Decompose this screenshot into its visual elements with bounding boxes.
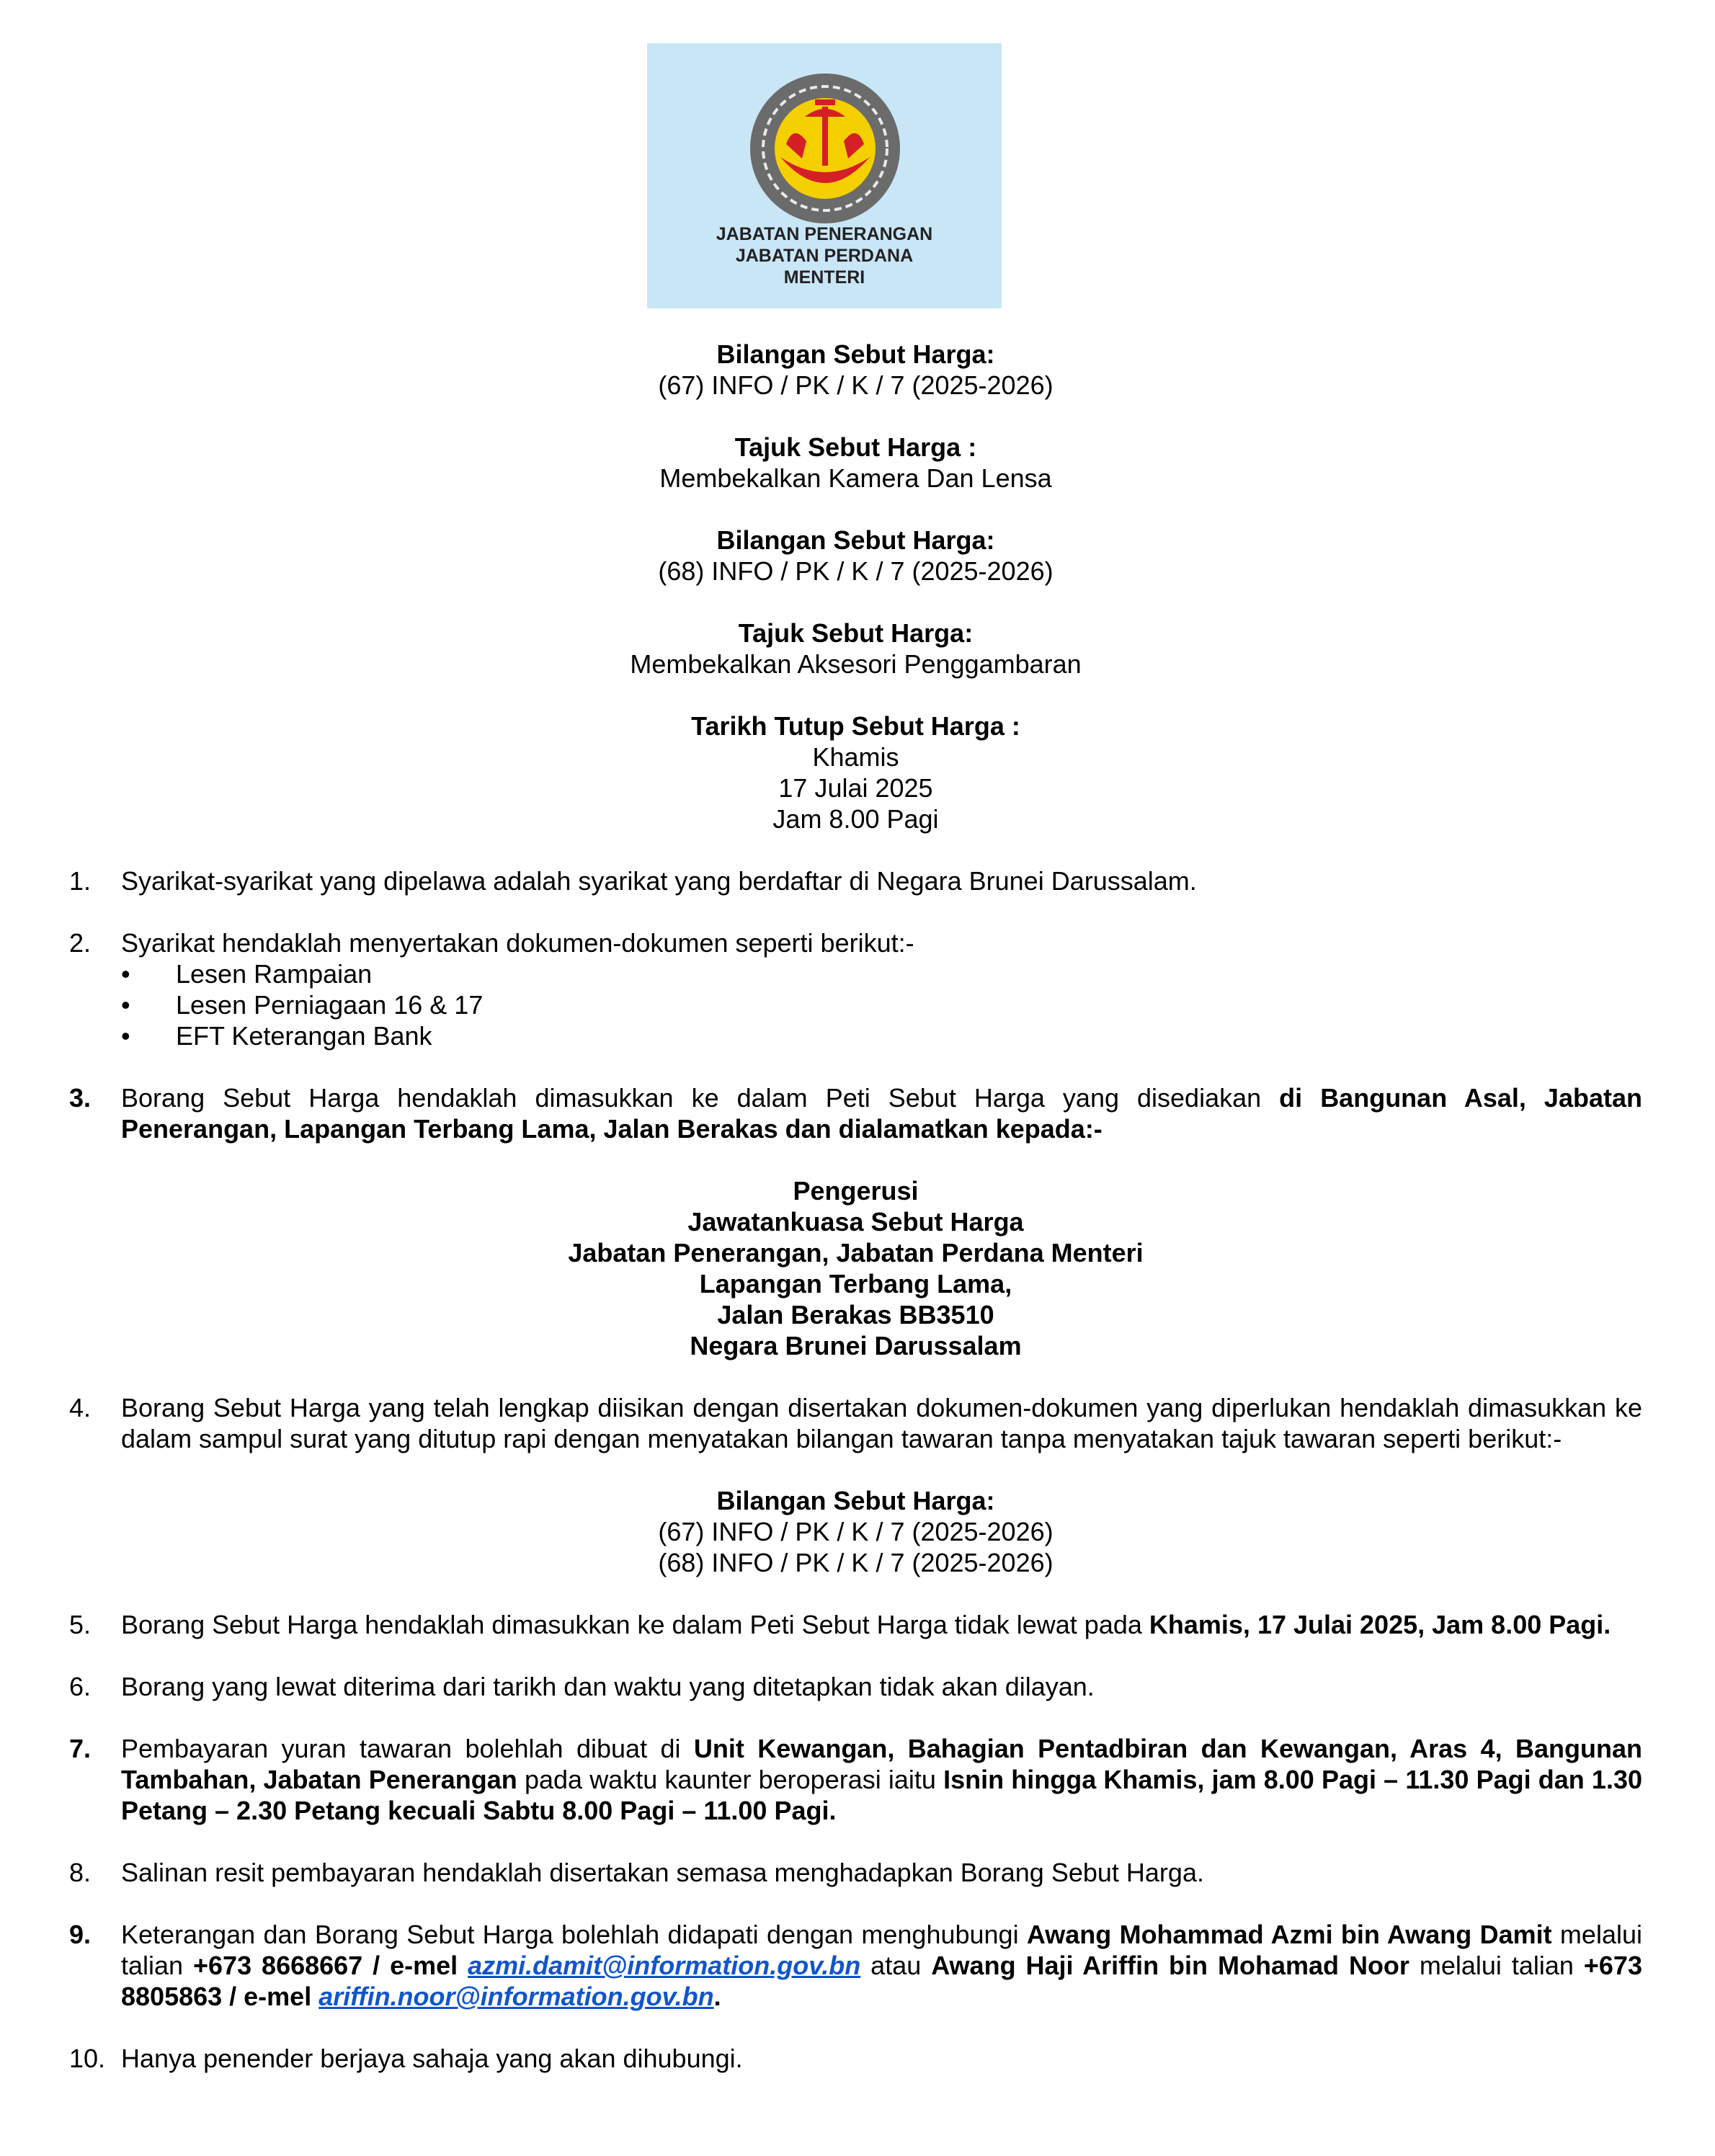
item-10 (69, 2043, 1642, 2074)
closing-date: 17 Julai 2025 (778, 773, 933, 803)
title2-value: Membekalkan Aksesori Penggambaran (630, 649, 1082, 679)
envelope-ref-1: (67) INFO / PK / K / 7 (2025-2026) (658, 1517, 1054, 1546)
item-3 (69, 1082, 1642, 1144)
item-text: Keterangan dan Borang Sebut Harga bolehlah didapati dengan menghubungi (121, 1920, 1027, 1949)
contact-name-1: Awang Mohammad Azmi bin Awang Damit (1026, 1920, 1552, 1949)
item-text: . (713, 1982, 721, 2011)
logo-line-2: JABATAN PERDANA (735, 246, 914, 266)
bullet-icon: • (121, 959, 130, 989)
contact-phone-1: +673 8668667 / e-mel (193, 1951, 468, 1980)
item-text: Hanya penender berjaya sahaja yang akan dihubungi. (121, 2044, 743, 2073)
email-link-2[interactable]: ariffin.noor@information.gov.bn (318, 1982, 714, 2011)
header-block (69, 339, 1642, 834)
item-text-bold: Isnin hingga Khamis, jam 8.00 Pagi – 11.30 Pagi dan 1.30 Petang – 2.30 Petang kecuali Sabtu 8.00 Pagi – 11.00 Pagi. (121, 1765, 1642, 1825)
ref1-value: (67) INFO / PK / K / 7 (2025-2026) (658, 370, 1054, 400)
item-text: Pembayaran yuran tawaran bolehlah dibuat di (121, 1734, 694, 1763)
item-number: 8. (69, 1858, 92, 1887)
item-number: 7. (69, 1734, 92, 1763)
item-number: 6. (69, 1672, 92, 1701)
document-body (69, 339, 1642, 2074)
item-1 (69, 865, 1642, 896)
item-2 (69, 927, 1642, 958)
address-line: Jalan Berakas BB3510 (717, 1300, 994, 1329)
envelope-ref-block (69, 1485, 1642, 1578)
address-block (69, 1175, 1642, 1361)
bullet-item (69, 1020, 1642, 1051)
item-text: atau (860, 1951, 932, 1980)
address-line: Jabatan Penerangan, Jabatan Perdana Menteri (568, 1238, 1144, 1268)
envelope-ref-2: (68) INFO / PK / K / 7 (2025-2026) (658, 1548, 1054, 1577)
item-number: 2. (69, 928, 92, 958)
bullet-item (69, 989, 1642, 1020)
email-link-1[interactable]: azmi.damit@information.gov.bn (468, 1951, 861, 1980)
contact-name-2: Awang Haji Ariffin bin Mohamad Noor (931, 1951, 1409, 1980)
item-number: 1. (69, 866, 92, 896)
logo-box (647, 43, 1002, 308)
item-7 (69, 1733, 1642, 1826)
ref2-value: (68) INFO / PK / K / 7 (2025-2026) (658, 556, 1054, 586)
item-text: Syarikat-syarikat yang dipelawa adalah syarikat yang berdaftar di Negara Brunei Darussalam. (121, 866, 1197, 896)
bullet-text: Lesen Perniagaan 16 & 17 (176, 990, 484, 1020)
item-8 (69, 1857, 1642, 1888)
bullet-text: EFT Keterangan Bank (176, 1021, 432, 1051)
item-6 (69, 1671, 1642, 1702)
ref2-label: Bilangan Sebut Harga: (716, 525, 995, 555)
item-text: Borang yang lewat diterima dari tarikh dan waktu yang ditetapkan tidak akan dilayan. (121, 1672, 1095, 1701)
title2-label: Tajuk Sebut Harga: (738, 618, 974, 648)
logo-line-3: MENTERI (783, 267, 865, 288)
item-text-bold: Unit Kewangan, Bahagian Pentadbiran dan Kewangan, Aras 4, Bangunan Tambahan, Jabatan Penerangan (121, 1734, 1642, 1794)
item-number: 3. (69, 1083, 92, 1113)
title1-label: Tajuk Sebut Harga : (734, 432, 977, 462)
item-number: 9. (69, 1920, 92, 1949)
item-text: pada waktu kaunter beroperasi iaitu (517, 1765, 944, 1794)
title1-value: Membekalkan Kamera Dan Lensa (659, 463, 1052, 493)
address-line: Lapangan Terbang Lama, (699, 1269, 1012, 1298)
jabatan-penerangan-emblem (749, 72, 901, 225)
item-text: melalui talian (121, 1920, 1642, 1980)
item-4 (69, 1392, 1642, 1454)
bullet-icon: • (121, 990, 130, 1020)
item-text: Salinan resit pembayaran hendaklah disertakan semasa menghadapkan Borang Sebut Harga. (121, 1858, 1204, 1887)
item-5 (69, 1609, 1642, 1640)
address-line: Jawatankuasa Sebut Harga (687, 1207, 1024, 1237)
address-line: Negara Brunei Darussalam (690, 1331, 1022, 1360)
item-text: melalui talian (1409, 1951, 1584, 1980)
bullet-item (69, 958, 1642, 989)
item-text: Borang Sebut Harga hendaklah dimasukkan ke dalam Peti Sebut Harga tidak lewat pada (121, 1610, 1149, 1639)
item-text-bold: Khamis, 17 Julai 2025, Jam 8.00 Pagi. (1149, 1610, 1611, 1639)
address-line: Pengerusi (793, 1176, 919, 1206)
item-number: 5. (69, 1610, 92, 1639)
logo-line-1: JABATAN PENERANGAN (716, 224, 933, 244)
item-text: Borang Sebut Harga hendaklah dimasukkan ke dalam Peti Sebut Harga yang disediakan (121, 1083, 1280, 1113)
item-number: 10. (69, 2044, 106, 2073)
item-text: Syarikat hendaklah menyertakan dokumen-dokumen seperti berikut:- (121, 928, 914, 958)
envelope-ref-label: Bilangan Sebut Harga: (716, 1486, 995, 1515)
ref1-label: Bilangan Sebut Harga: (716, 339, 995, 369)
closing-day: Khamis (812, 742, 899, 772)
item-text-bold: di Bangunan Asal, Jabatan Penerangan, Lapangan Terbang Lama, Jalan Berakas dan dialamatkan kepada:- (121, 1083, 1642, 1144)
logo-org-name (647, 223, 1002, 288)
closing-time: Jam 8.00 Pagi (772, 804, 939, 834)
item-text: Borang Sebut Harga yang telah lengkap diisikan dengan disertakan dokumen-dokumen yang diperlukan hendaklah dimasukkan ke dalam sampul surat yang ditutup rapi dengan menyatakan bilangan tawaran tanpa menyatakan tajuk tawaran seperti berikut:- (121, 1393, 1642, 1453)
closing-label: Tarikh Tutup Sebut Harga : (691, 711, 1020, 741)
bullet-text: Lesen Rampaian (176, 959, 373, 989)
bullet-icon: • (121, 1021, 130, 1051)
item-9 (69, 1919, 1642, 2012)
item-number: 4. (69, 1393, 92, 1422)
contact-phone-2: +673 8805863 / e-mel (121, 1951, 1642, 2011)
